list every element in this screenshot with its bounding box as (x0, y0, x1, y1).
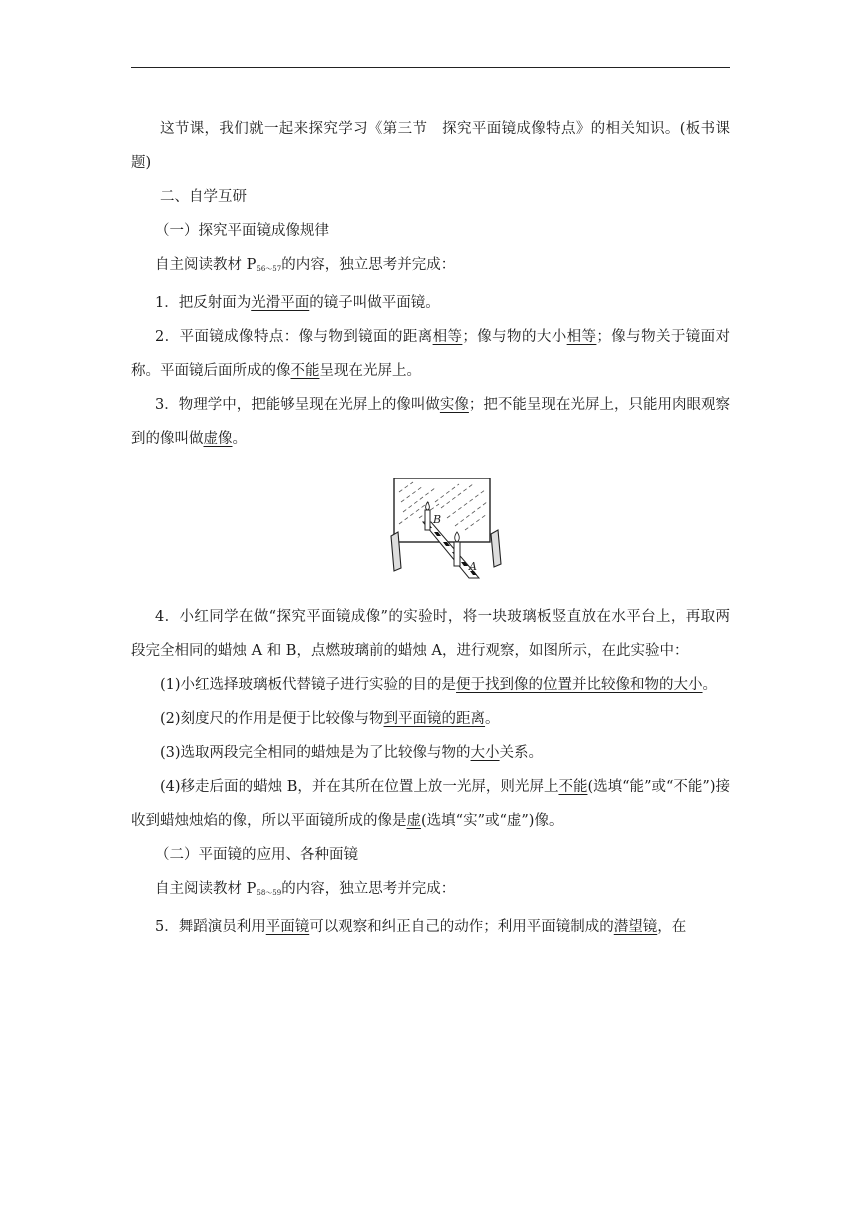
answer-blank: 光滑平面 (251, 295, 310, 311)
question-1: 1．把反射面为光滑平面的镜子叫做平面镜。 (155, 295, 440, 311)
answer-blank: 相等 (432, 329, 463, 345)
mirror-experiment-figure (131, 478, 730, 580)
question-4-part-3: (3)选取两段完全相同的蜡烛是为了比较像与物的大小关系。 (160, 745, 544, 761)
section-heading: 二、自学互研 (160, 189, 247, 205)
answer-blank: 大小 (470, 745, 500, 761)
answer-blank: 实像 (439, 397, 469, 413)
question-4-stem: 4．小红同学在做“探究平面镜成像”的实验时，将一块玻璃板竖直放在水平台上，再取两段完全相同的蜡烛 A 和 B，点燃玻璃前的蜡烛 A，进行观察，如图所示，在此实验中： (131, 609, 730, 659)
label-b: B (433, 513, 442, 526)
subsection-heading: （一）探究平面镜成像规律 (155, 223, 329, 239)
question-5: 5．舞蹈演员利用平面镜可以观察和纠正自己的动作；利用平面镜制成的潜望镜，在 (155, 919, 687, 935)
label-a: A (469, 560, 477, 573)
header-rule (131, 67, 730, 68)
answer-blank: 相等 (566, 329, 597, 345)
answer-blank: 便于找到像的位置并比较像和物的大小 (456, 677, 703, 693)
question-3: 3．物理学中，把能够呈现在光屏上的像叫做实像；把不能呈现在光屏上，只能用肉眼观察到的像叫做虚像。 (131, 397, 731, 447)
answer-blank: 平面镜 (265, 919, 310, 935)
subsection-heading-2: （二）平面镜的应用、各种面镜 (155, 847, 358, 863)
experiment-illustration (389, 478, 513, 580)
question-2: 2．平面镜成像特点：像与物到镜面的距离相等；像与物的大小相等；像与物关于镜面对称。平面镜后面所成的像不能呈现在光屏上。 (131, 329, 731, 379)
answer-blank: 到平面镜的距离 (383, 711, 486, 727)
answer-blank: 虚像 (203, 431, 233, 447)
intro-paragraph: 这节课，我们就一起来探究学习《第三节 探究平面镜成像特点》的相关知识。(板书课题) (131, 121, 730, 171)
document-body (131, 112, 730, 944)
question-4-part-4: (4)移走后面的蜡烛 B，并在其所在位置上放一光屏，则光屏上不能(选填“能”或“不能”)接收到蜡烛烛焰的像，所以平面镜所成的像是虚(选填“实”或“虚”)像。 (131, 779, 730, 829)
answer-blank: 不能 (290, 363, 320, 379)
question-4-part-2: (2)刻度尺的作用是便于比较像与物到平面镜的距离。 (160, 711, 500, 727)
answer-blank: 潜望镜 (613, 919, 658, 935)
reading-instruction: 自主阅读教材 $P_{56\sim 57}$的内容，独立思考并完成： (155, 257, 456, 273)
answer-blank: 不能 (558, 779, 588, 795)
question-4-part-1: (1)小红选择玻璃板代替镜子进行实验的目的是便于找到像的位置并比较像和物的大小。 (160, 677, 718, 693)
reading-instruction-2: 自主阅读教材 $P_{58\sim 59}$的内容，独立思考并完成： (155, 881, 456, 897)
answer-blank: 虚 (406, 813, 421, 829)
